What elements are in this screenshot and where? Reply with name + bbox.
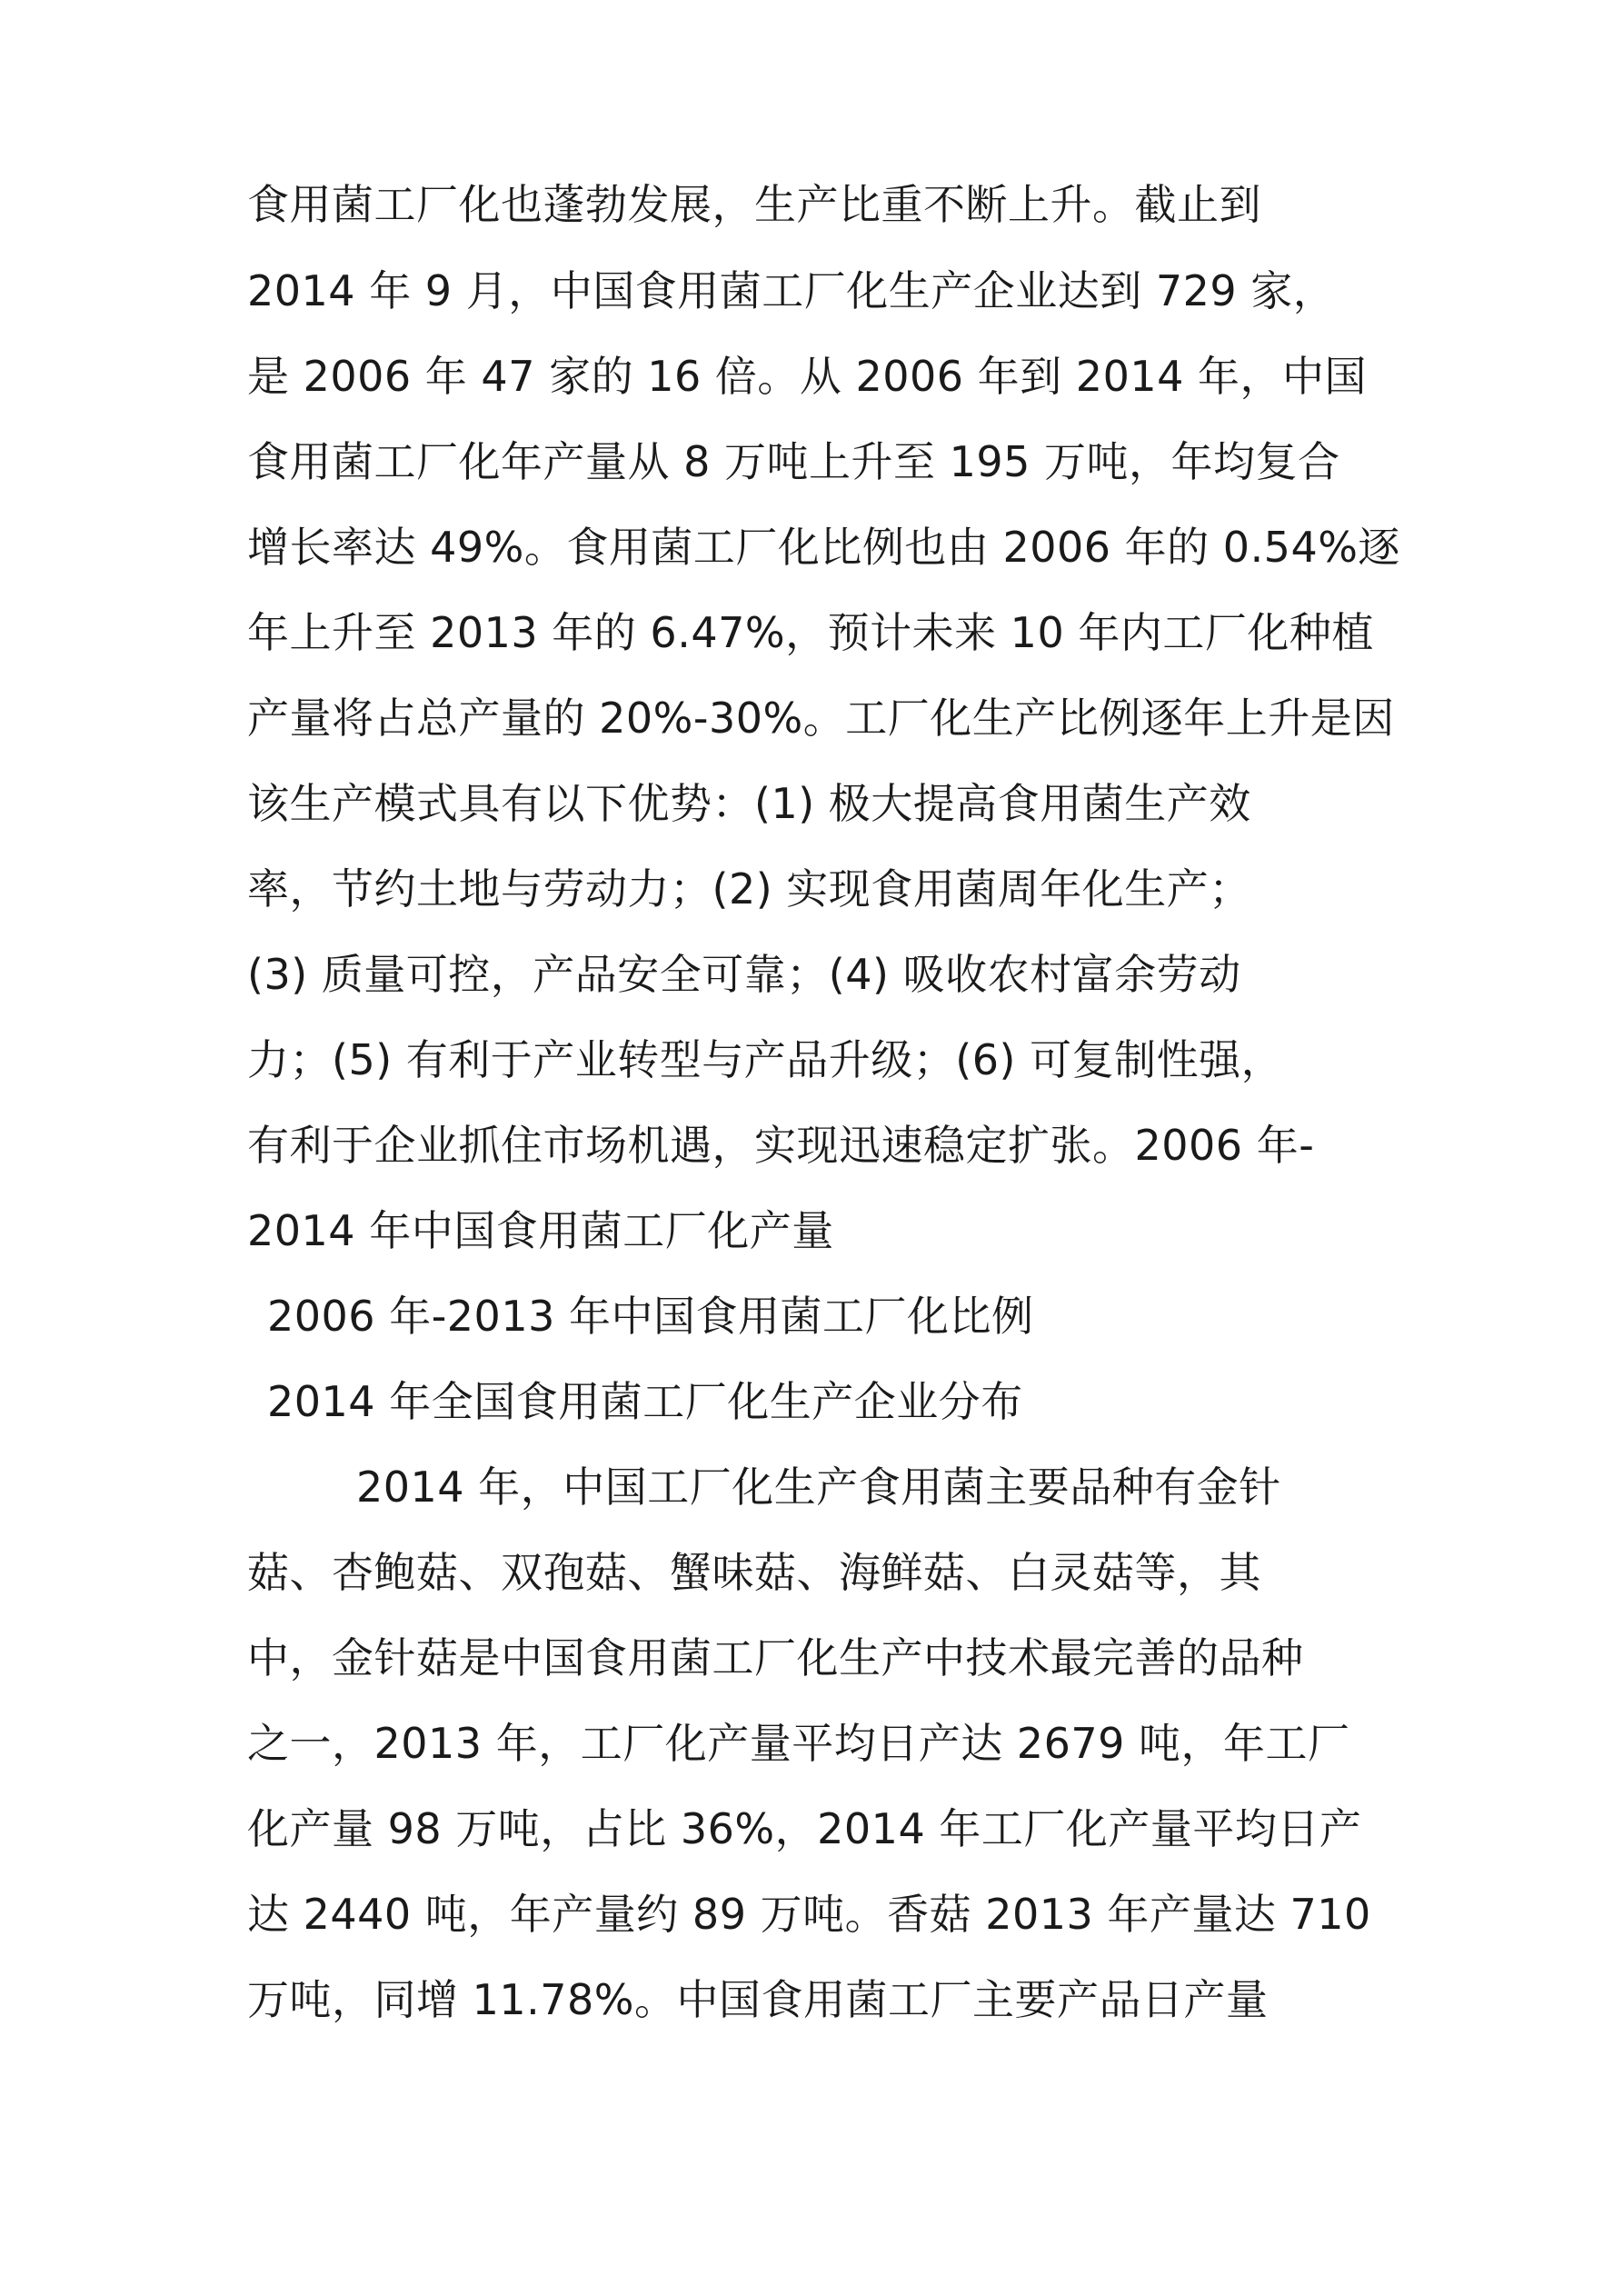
text-line: 2014 年 9 月，中国食用菌工厂化生产企业达到 729 家， xyxy=(247,266,1336,315)
text-line: 达 2440 吨，年产量约 89 万吨。香菇 2013 年产量达 710 xyxy=(247,1890,1371,1939)
text-line: 力；(5) 有利于产业转型与产品升级；(6) 可复制性强， xyxy=(247,1035,1284,1084)
text-line: 率，节约土地与劳动力；(2) 实现食用菌周年化生产； xyxy=(247,864,1251,913)
text-line: 菇、杏鲍菇、双孢菇、蟹味菇、海鲜菇、白灵菇等，其 xyxy=(247,1548,1261,1597)
text-line: 有利于企业抓住市场机遇，实现迅速稳定扩张。2006 年- xyxy=(247,1121,1315,1170)
text-line: 中，金针菇是中国食用菌工厂化生产中技术最完善的品种 xyxy=(247,1633,1304,1682)
text-line: 食用菌工厂化年产量从 8 万吨上升至 195 万吨，年均复合 xyxy=(247,437,1340,486)
figure-caption-distribution: 2014 年全国食用菌工厂化生产企业分布 xyxy=(267,1377,1023,1426)
text-line: 化产量 98 万吨，占比 36%，2014 年工厂化产量平均日产 xyxy=(247,1804,1362,1853)
text-line: 是 2006 年 47 家的 16 倍。从 2006 年到 2014 年，中国 xyxy=(247,352,1367,401)
paragraph-start: 2014 年，中国工厂化生产食用菌主要品种有金针 xyxy=(356,1462,1281,1512)
text-line: 该生产模式具有以下优势：(1) 极大提高食用菌生产效 xyxy=(247,779,1251,828)
text-line: 食用菌工厂化也蓬勃发展，生产比重不断上升。截止到 xyxy=(247,180,1261,229)
text-line: 增长率达 49%。食用菌工厂化比例也由 2006 年的 0.54%逐 xyxy=(247,523,1400,572)
text-line: 之一，2013 年，工厂化产量平均日产达 2679 吨，年工厂 xyxy=(247,1719,1350,1768)
text-line: (3) 质量可控，产品安全可靠；(4) 吸收农村富余劳动 xyxy=(247,950,1241,999)
figure-caption-production: 2014 年中国食用菌工厂化产量 xyxy=(247,1206,834,1255)
text-line: 万吨，同增 11.78%。中国食用菌工厂主要产品日产量 xyxy=(247,1975,1269,2024)
figure-caption-ratio: 2006 年-2013 年中国食用菌工厂化比例 xyxy=(267,1292,1034,1341)
text-line: 年上升至 2013 年的 6.47%，预计未来 10 年内工厂化种植 xyxy=(247,608,1374,657)
text-line: 产量将占总产量的 20%-30%。工厂化生产比例逐年上升是因 xyxy=(247,694,1395,743)
